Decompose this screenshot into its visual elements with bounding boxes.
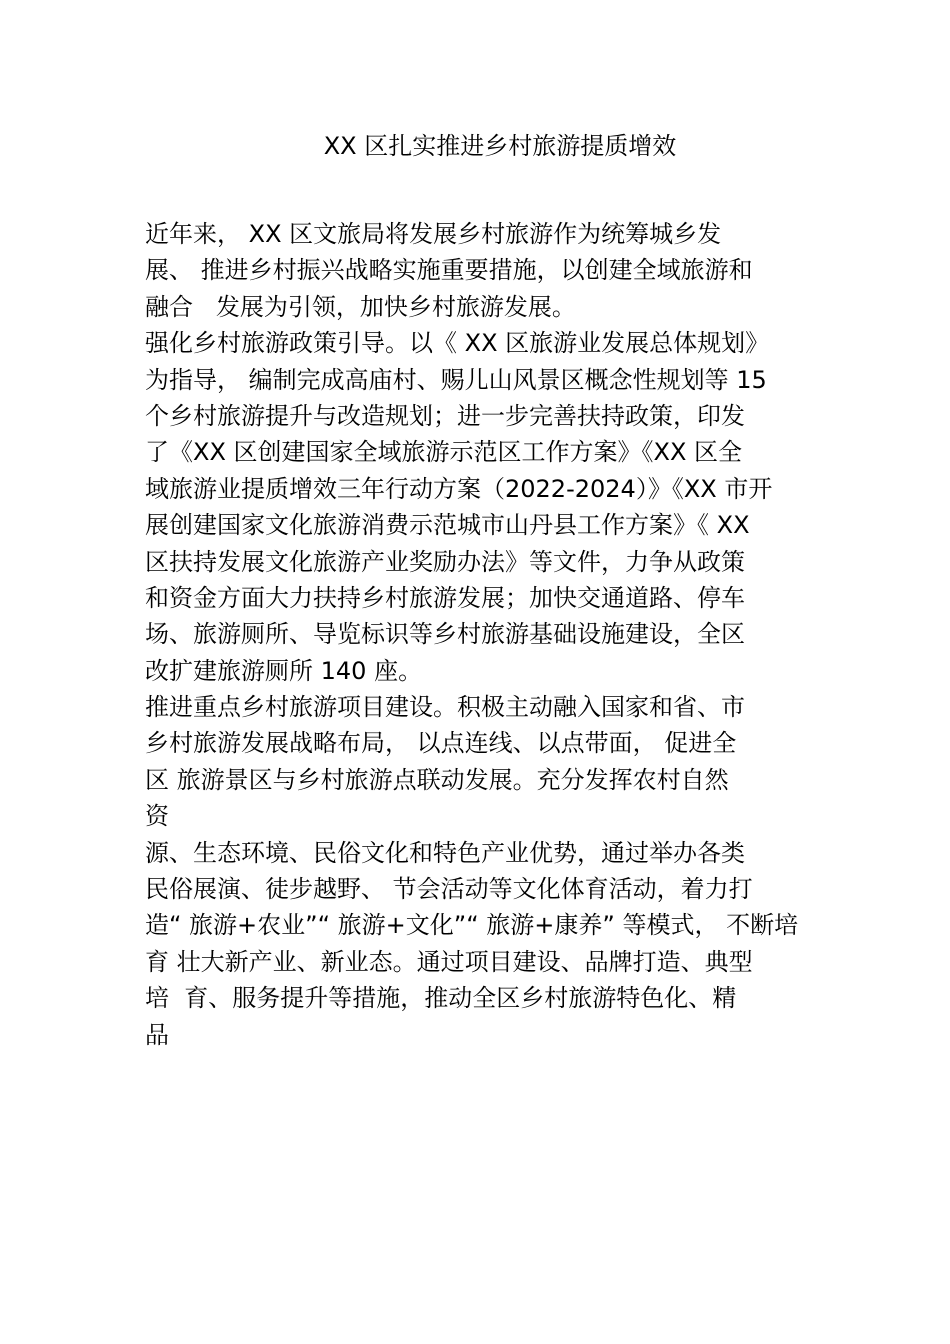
body-line: 改扩建旅游厕所 140 座。 bbox=[145, 656, 423, 685]
body-line: 民俗展演、徒步越野、 节会活动等文化体育活动，着力打 bbox=[145, 875, 753, 904]
body-line: 区扶持发展文化旅游产业奖励办法》等文件，力争从政策 bbox=[145, 547, 745, 576]
body-line: 资 bbox=[145, 802, 169, 831]
body-line: 品 bbox=[145, 1020, 169, 1049]
body-line: 区 旅游景区与乡村旅游点联动发展。充分发挥农村自然 bbox=[145, 765, 729, 794]
document-body bbox=[145, 216, 825, 1053]
body-line: 乡村旅游发展战略布局， 以点连线、以点带面， 促进全 bbox=[145, 729, 737, 758]
body-line: 了《XX 区创建国家全域旅游示范区工作方案》《XX 区全 bbox=[145, 438, 743, 467]
body-line: 造“ 旅游+农业”“ 旅游+文化”“ 旅游+康养” 等模式， 不断培 bbox=[145, 911, 799, 940]
body-line: 融合 发展为引领，加快乡村旅游发展。 bbox=[145, 292, 576, 321]
body-line: 培 育、服务提升等措施，推动全区乡村旅游特色化、精 bbox=[145, 984, 737, 1013]
body-line: 场、旅游厕所、导览标识等乡村旅游基础设施建设，全区 bbox=[145, 620, 745, 649]
body-line: 展、 推进乡村振兴战略实施重要措施，以创建全域旅游和 bbox=[145, 256, 753, 285]
body-line: 推进重点乡村旅游项目建设。积极主动融入国家和省、市 bbox=[145, 693, 745, 722]
body-line: 和资金方面大力扶持乡村旅游发展；加快交通道路、停车 bbox=[145, 583, 745, 612]
body-line: 为指导， 编制完成高庙村、赐儿山风景区概念性规划等 15 bbox=[145, 365, 767, 394]
body-line: 近年来， XX 区文旅局将发展乡村旅游作为统筹城乡发 bbox=[145, 220, 722, 248]
body-line: 展创建国家文化旅游消费示范城市山丹县工作方案》《 XX bbox=[145, 511, 750, 540]
body-line: 育 壮大新产业、新业态。通过项目建设、品牌打造、典型 bbox=[145, 947, 753, 976]
body-line: 域旅游业提质增效三年行动方案（2022-2024）》《XX 市开 bbox=[145, 474, 773, 503]
body-line: 个乡村旅游提升与改造规划；进一步完善扶持政策，印发 bbox=[145, 401, 745, 430]
body-line: 强化乡村旅游政策引导。以《 XX 区旅游业发展总体规划》 bbox=[145, 329, 770, 358]
document-title: XX 区扎实推进乡村旅游提质增效 bbox=[323, 132, 677, 160]
body-line: 源、生态环境、民俗文化和特色产业优势，通过举办各类 bbox=[145, 838, 745, 867]
